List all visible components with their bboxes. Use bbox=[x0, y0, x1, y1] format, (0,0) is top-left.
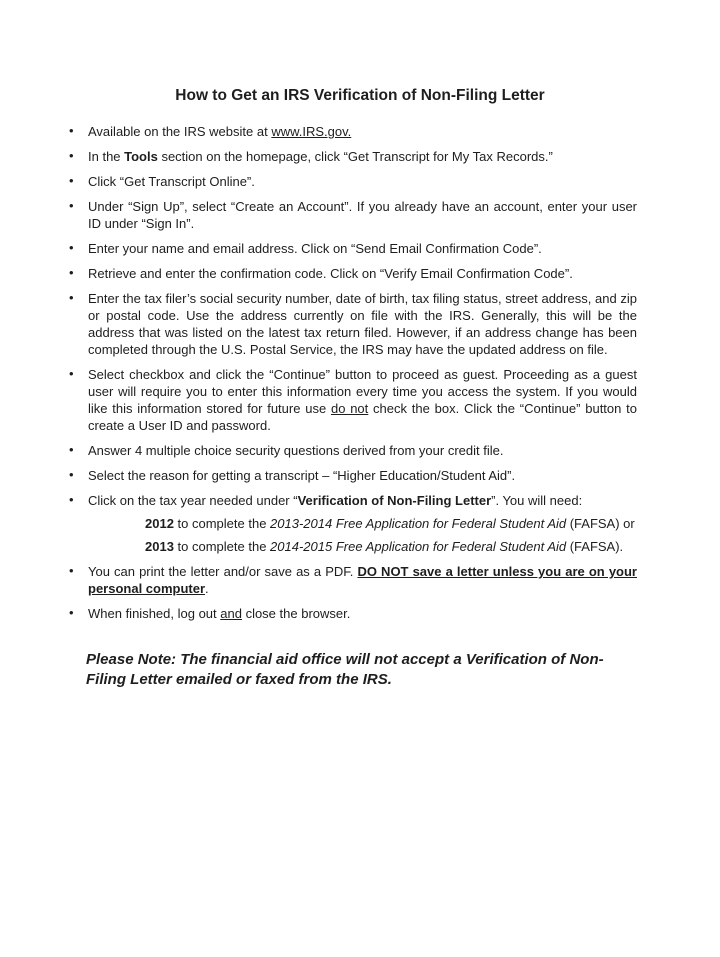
italic-run: 2014-2015 Free Application for Federal Student Aid bbox=[270, 539, 567, 554]
text-run: Select checkbox and click the “Continue” button to proceed as guest. Proceeding as a guest user will require you to enter this information every time you access the system. If you would like this information stored for future use bbox=[88, 367, 637, 416]
italic-run: 2013-2014 Free Application for Federal Student Aid bbox=[270, 516, 567, 531]
text-run: to complete the bbox=[173, 516, 271, 531]
bullet-print-save bbox=[88, 563, 637, 597]
bullet-get-transcript-online bbox=[88, 173, 637, 190]
text-run: (FAFSA) or bbox=[566, 516, 635, 531]
bullet-confirmation-code bbox=[88, 265, 637, 282]
year-bold-run: 2012 bbox=[145, 516, 174, 531]
text-run: Available on the IRS website at bbox=[88, 124, 272, 139]
bullet-security-questions bbox=[88, 442, 637, 459]
text-run: Enter your name and email address. Click on “Send Email Confirmation Code”. bbox=[88, 241, 542, 256]
bullet-tax-year-needed bbox=[88, 492, 637, 555]
irs-website-link: www.IRS.gov. bbox=[271, 124, 352, 139]
page-title: How to Get an IRS Verification of Non-Filing Letter bbox=[175, 87, 545, 104]
fafsa-2013-line bbox=[145, 538, 637, 555]
please-note-text: Please Note: The financial aid office will not accept a Verification of Non-Filing Letter emailed or faxed from the IRS. bbox=[86, 651, 604, 688]
underline-run: and bbox=[220, 606, 242, 621]
text-run: section on the homepage, click “Get Transcript for My Tax Records.” bbox=[157, 149, 553, 164]
text-run: ”. You will need: bbox=[491, 493, 583, 508]
bullet-select-checkbox bbox=[88, 366, 637, 434]
bullet-name-email bbox=[88, 240, 637, 257]
bullet-sign-up bbox=[88, 198, 637, 232]
bullet-available-on-irs-website bbox=[88, 123, 637, 140]
text-run: Enter the tax filer’s social security number, date of birth, tax filing status, street address, and zip or postal code. Use the address currently on file with the IRS. Generally, this will be the address that was listed on the latest tax return filed. However, if an address change has been completed through the U.S. Postal Service, the IRS may have the updated address on file. bbox=[88, 291, 637, 357]
text-run: In the bbox=[88, 149, 125, 164]
text-run: Click “Get Transcript Online”. bbox=[88, 174, 255, 189]
underline-run: do not bbox=[330, 401, 369, 416]
year-bold-run: 2013 bbox=[145, 539, 174, 554]
text-run: (FAFSA). bbox=[566, 539, 624, 554]
instruction-list bbox=[88, 123, 637, 622]
text-run: Retrieve and enter the confirmation code. Click on “Verify Email Confirmation Code”. bbox=[88, 266, 573, 281]
bold-run: Verification of Non-Filing Letter bbox=[297, 493, 492, 508]
text-run: Answer 4 multiple choice security questions derived from your credit file. bbox=[88, 443, 504, 458]
text-run: . bbox=[205, 581, 209, 596]
text-run: to complete the bbox=[173, 539, 271, 554]
bullet-tax-filer-info bbox=[88, 290, 637, 358]
text-run: Under “Sign Up”, select “Create an Account”. If you already have an account, enter your user ID under “Sign In”. bbox=[88, 199, 637, 231]
text-run: When finished, log out bbox=[88, 606, 221, 621]
bullet-tools-section bbox=[88, 148, 637, 165]
text-run: close the browser. bbox=[241, 606, 351, 621]
text-run: Click on the tax year needed under “ bbox=[88, 493, 298, 508]
bold-run: Tools bbox=[124, 149, 158, 164]
warning-text: DO NOT save a letter unless you are on your personal computer bbox=[88, 564, 637, 596]
text-run: You can print the letter and/or save as a PDF. bbox=[88, 564, 358, 579]
text-run: check the box. Click the “Continue” button to create a User ID and password. bbox=[88, 401, 637, 433]
bullet-log-out bbox=[88, 605, 637, 622]
bullet-transcript-reason bbox=[88, 467, 637, 484]
text-run: Select the reason for getting a transcript – “Higher Education/Student Aid”. bbox=[88, 468, 516, 483]
fafsa-2012-line bbox=[145, 515, 637, 532]
